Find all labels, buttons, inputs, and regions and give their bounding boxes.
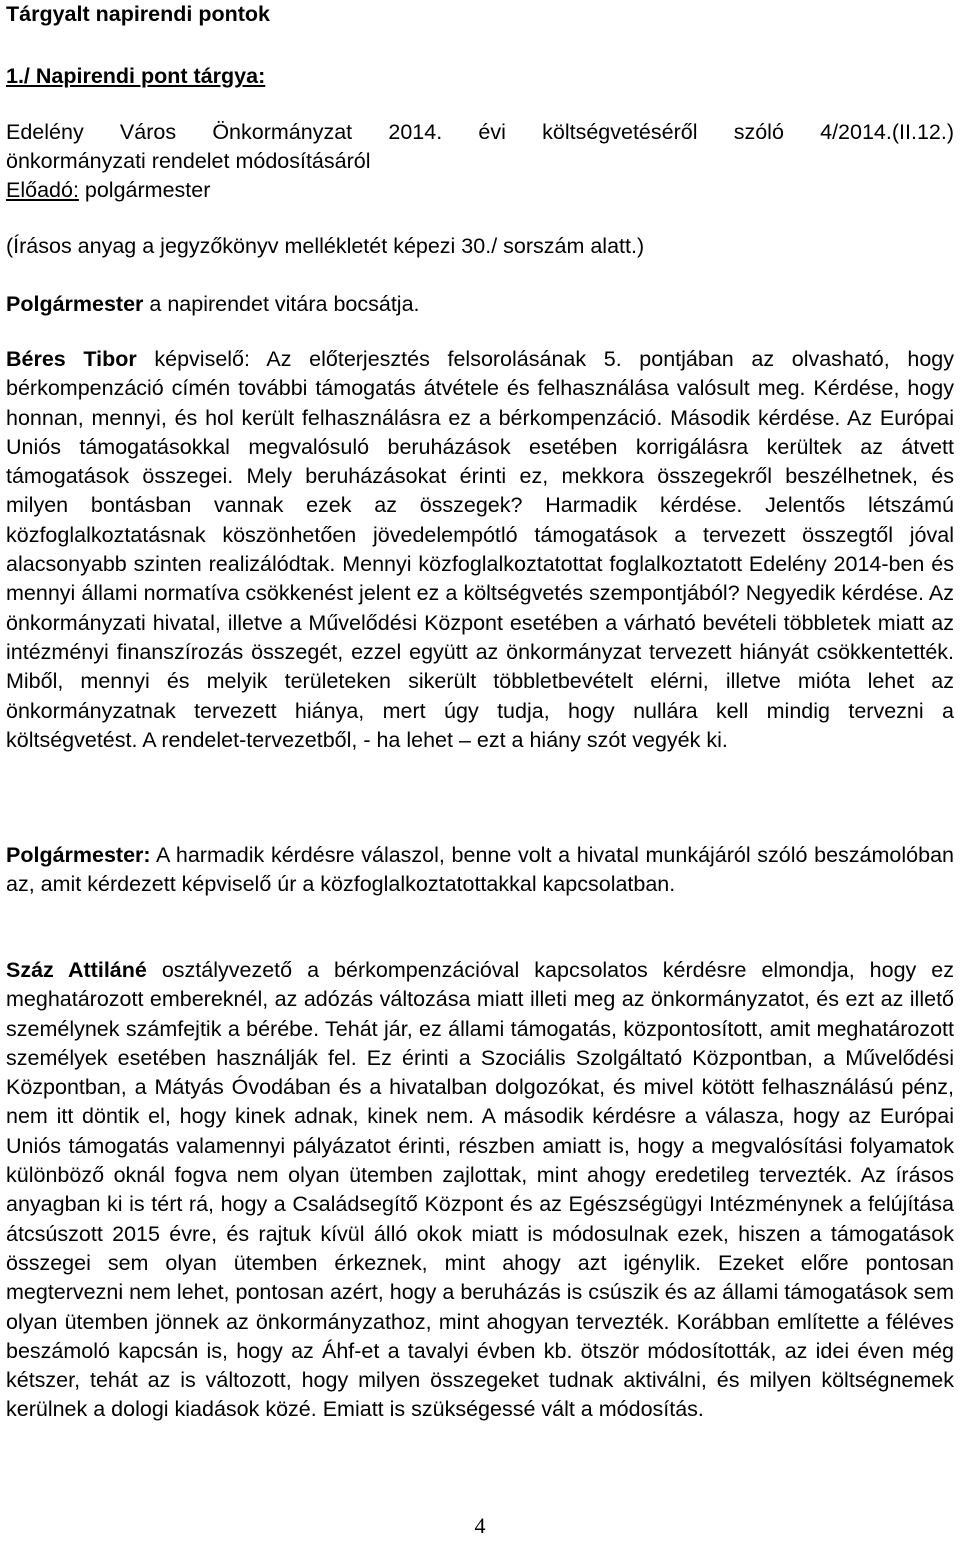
presenter-label: Előadó: [6, 178, 79, 202]
speech-mayor-paragraph [6, 841, 954, 900]
page-number: 4 [474, 1513, 486, 1538]
attachment-note: (Írásos anyag a jegyzőkönyv mellékletét képezi 30./ sorszám alatt.) [6, 234, 645, 258]
paragraph-text: képviselő: Az előterjesztés felsorolásának 5. pontjában az olvasható, hogy bérkompenzáció címén további támogatás átvétele és felhasználása valósult meg. Kérdése, hogy honnan, mennyi, és hol került felhasználásra ez a bérkompenzáció. Második kérdése. Az Európai Uniós támogatásokkal megvalósuló beruházások esetében korrigálásra kerültek az átvett támogatások összegei. Mely beruházásokat érinti ez, mekkora összegekről beszélhetnek, és milyen bontásban vannak ezek az összegek? Harmadik kérdése. Jelentős létszámú közfoglalkoztatásnak köszönhetően jövedelempótló támogatások a tervezett összegtől jóval alacsonyabb szinten realizálódtak. Mennyi közfoglalkoztatottat foglalkoztatott Edelény 2014-ben és mennyi állami normatíva csökkenést jelent ez a költségvetés szempontjából? Negyedik kérdése. Az önkormányzati hivatal, illetve a Művelődési Központ esetében a várható bevételi többletek miatt az intézményi finanszírozás összegét, ezzel együtt az önkormányzat tervezett hiányát csökkentették. Miből, mennyi és melyik területeken sikerült többletbevételt elérni, illetve mióta lehet az önkormányzatnak tervezett hiánya, mert úgy tudja, hogy nullára kell mindig tervezni a költségvetést. A rendelet-tervezetből, - ha lehet – ezt a hiány szót vegyék ki. [6, 347, 954, 752]
speech-beres-paragraph [6, 345, 954, 755]
agenda-subject-line-2: önkormányzati rendelet módosításáról [6, 149, 371, 173]
presenter-value: polgármester [78, 178, 211, 202]
paragraph-text: osztályvezető a bérkompenzációval kapcsolatos kérdésre elmondja, hogy ez meghatározott embereknél, az adózás változása miatt illeti meg az önkormányzatot, és ezt az illető személynek számfejtik a bérébe. Tehát jár, ez állami támogatás, központosított, amit meghatározott személyek esetében használják fel. Ez érinti a Szociális Szolgáltató Központban, a Művelődési Központban, a Mátyás Óvodában és a hivatalban dolgozókat, és mivel kötött felhasználású pénz, nem itt döntik el, hogy kinek adnak, kinek nem. A második kérdésre a válasza, hogy az Európai Uniós támogatás valamennyi pályázatot érinti, részben amiatt is, hogy a megvalósítási folyamatok különböző oknál fogva nem olyan ütemben zajlottak, mint ahogy eredetileg tervezték. Az írásos anyagban ki is tért rá, hogy a Családsegítő Központ és az Egészségügyi Intézménynek a felújítása átcsúszott 2015 évre, és rajtuk kívül álló okok miatt is módosulnak ezek, hiszen a támogatások összegei sem olyan ütemben érkeznek, mint ahogy azt igénylik. Ezeket előre pontosan megtervezni nem lehet, pontosan azért, hogy a beruházás is csúszik és az állami támogatások sem olyan ütemben jönnek az önkormányzathoz, mint ahogyan tervezték. Korábban említette a féléves beszámoló kapcsán is, hogy az Áhf-et a tavalyi évben kb. ötször módosították, az idei éven még kétszer, tehát az is változott, hogy milyen összegeket tudnak aktiválni, és milyen költségnemek kerülnek a dologi kiadások közé. Emiatt is szükségessé vált a módosítás. [6, 958, 954, 1422]
paragraph-text: A harmadik kérdésre válaszol, benne volt a hivatal munkájáról szóló beszámolóban az, amit kérdezett képviselő úr a közfoglalkoztatottakkal kapcsolatban. [6, 843, 954, 897]
speaker-name: Polgármester: [6, 843, 151, 867]
presenter-line [6, 176, 954, 205]
debate-open-paragraph [6, 290, 420, 319]
speaker-name: Száz Attiláné [6, 958, 147, 982]
speaker-name: Polgármester [6, 292, 144, 316]
agenda-item-heading: 1./ Napirendi pont tárgya: [6, 64, 266, 88]
section-title: Tárgyalt napirendi pontok [6, 2, 270, 26]
agenda-subject-line-1: Edelény Város Önkormányzat 2014. évi költségvetéséről szóló 4/2014.(II.12.) [6, 120, 954, 144]
agenda-subject [6, 118, 954, 205]
paragraph-text: a napirendet vitára bocsátja. [143, 292, 420, 316]
speech-szaz-paragraph [6, 956, 954, 1425]
speaker-name: Béres Tibor [6, 347, 137, 371]
